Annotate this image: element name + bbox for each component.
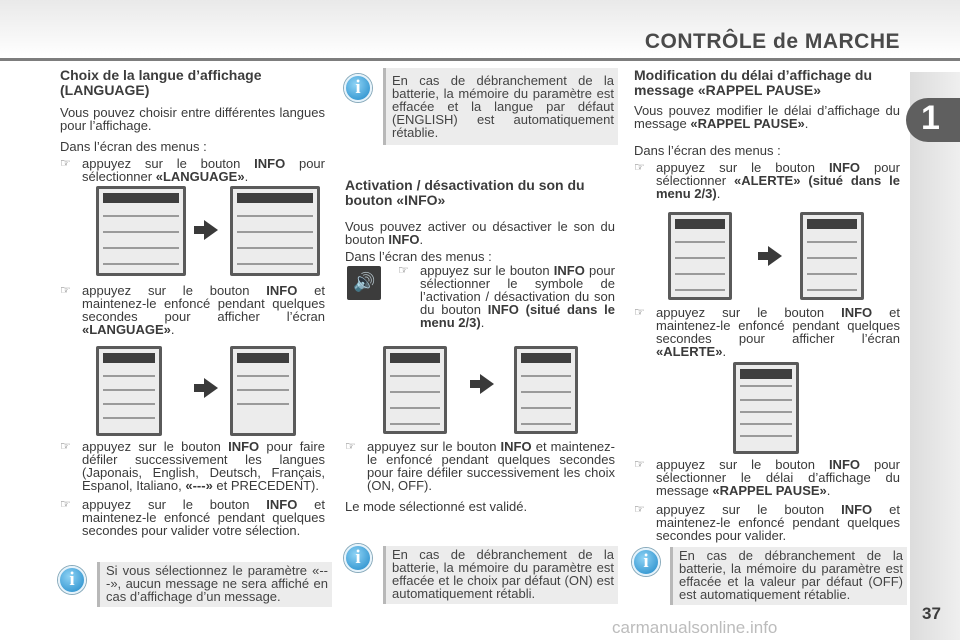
chapter-number: 1 — [921, 99, 940, 137]
sound-heading: Activation / désactivation du son du bouton «INFO» — [345, 177, 585, 208]
menu-screen-5 — [668, 212, 732, 300]
menu-screen-4 — [514, 346, 578, 434]
language-step-3: ☞ appuyez sur le bouton INFO pour faire défiler successivement les langues (Japonais, English, Deutsch, Français, Espanol, Italiano, «---» et PRECEDENT). — [60, 440, 325, 492]
chapter-tab — [910, 72, 960, 640]
watermark: carmanualsonline.info — [612, 618, 778, 637]
pause-note: En cas de débranchement de la batterie, la mémoire du paramètre est effacée et la valeur par défaut (OFF) est automatiquement rétablie. — [670, 547, 907, 605]
language-steps-3-4 — [60, 440, 325, 537]
sound-section — [345, 178, 615, 263]
language-step-1: ☞ appuyez sur le bouton INFO pour sélectionner «LANGUAGE». — [60, 157, 325, 183]
arrow-right-icon — [768, 246, 782, 266]
pause-menu-label: Dans l’écran des menus : — [634, 143, 781, 158]
arrow-shaft — [194, 226, 204, 234]
language-screen-2 — [230, 346, 296, 436]
language-screen-1 — [96, 346, 162, 436]
language-note: Si vous sélectionnez le paramètre «---», aucun message ne sera affiché en cas d’affichage d’un message. — [97, 562, 332, 607]
pause-intro: Vous pouvez modifier le délai d’affichage du message «RAPPEL PAUSE». — [634, 103, 900, 131]
sound-note-top: En cas de débranchement de la batterie, la mémoire du paramètre est effacée et la langue par défaut (ENGLISH) est automatiquement rétablie. — [383, 68, 618, 145]
language-step-2: ☞ appuyez sur le bouton INFO et maintenez-le enfoncé pendant quelques secondes pour afficher l’écran «LANGUAGE». — [60, 284, 325, 336]
arrow-right-icon — [204, 378, 218, 398]
arrow-shaft — [470, 380, 480, 388]
language-step-2-block — [60, 284, 325, 336]
sound-intro: Vous pouvez activer ou désactiver le son du bouton INFO. — [345, 219, 615, 247]
arrow-right-icon — [204, 220, 218, 240]
menu-screen-2 — [230, 186, 320, 276]
language-menu-label: Dans l’écran des menus : — [60, 139, 207, 154]
arrow-shaft — [194, 384, 204, 392]
pause-step-4: ☞ appuyez sur le bouton INFO et maintenez-le enfoncé pendant quelques secondes pour valider. — [634, 503, 900, 542]
language-section — [60, 68, 325, 183]
language-intro: Vous pouvez choisir entre différentes langues pour l’affichage. — [60, 105, 325, 133]
pause-steps-3-4 — [634, 458, 900, 542]
pause-step-2-block — [634, 306, 900, 358]
sound-step-1: ☞ appuyez sur le bouton INFO pour sélectionner le symbole de l’activation / désactivation du son du bouton INFO (situé dans le menu 2/3). — [398, 264, 615, 329]
pause-step-2: ☞ appuyez sur le bouton INFO et maintenez-le enfoncé pendant quelques secondes pour afficher l’écran «ALERTE». — [634, 306, 900, 358]
info-icon — [58, 566, 86, 594]
sound-step-2-block — [345, 440, 615, 513]
sound-validated: Le mode sélectionné est validé. — [345, 499, 528, 514]
language-heading: Choix de la langue d’affichage (LANGUAGE) — [60, 67, 262, 98]
arrow-shaft — [758, 252, 768, 260]
menu-screen-6 — [800, 212, 864, 300]
pause-step-3: ☞ appuyez sur le bouton INFO pour sélectionner le délai d’affichage du message «RAPPEL PAUSE». — [634, 458, 900, 497]
speaker-icon — [347, 266, 381, 300]
sound-step-1-block — [398, 264, 615, 329]
header-rule — [0, 58, 960, 61]
alerte-screen — [733, 362, 799, 454]
info-icon — [344, 74, 372, 102]
language-step-4: ☞ appuyez sur le bouton INFO et maintenez-le enfoncé pendant quelques secondes pour valider votre sélection. — [60, 498, 325, 537]
page-number: 37 — [922, 604, 941, 623]
menu-screen-1 — [96, 186, 186, 276]
info-icon — [344, 544, 372, 572]
page-title: CONTRÔLE de MARCHE — [644, 30, 900, 53]
pause-section — [634, 68, 900, 200]
pause-step-1: ☞ appuyez sur le bouton INFO pour sélectionner «ALERTE» (situé dans le menu 2/3). — [634, 161, 900, 200]
pause-heading: Modification du délai d’affichage du message «RAPPEL PAUSE» — [634, 67, 873, 98]
sound-menu-label: Dans l’écran des menus : — [345, 249, 492, 264]
sound-note-bottom: En cas de débranchement de la batterie, la mémoire du paramètre est effacée et le choix par défaut (ON) est automatiquement rétabli. — [383, 546, 618, 604]
menu-screen-3 — [383, 346, 447, 434]
sound-step-2: ☞ appuyez sur le bouton INFO et maintenez-le enfoncé pendant quelques secondes pour faire défiler successivement les choix (ON, OFF). — [345, 440, 615, 492]
info-icon — [632, 548, 660, 576]
arrow-right-icon — [480, 374, 494, 394]
